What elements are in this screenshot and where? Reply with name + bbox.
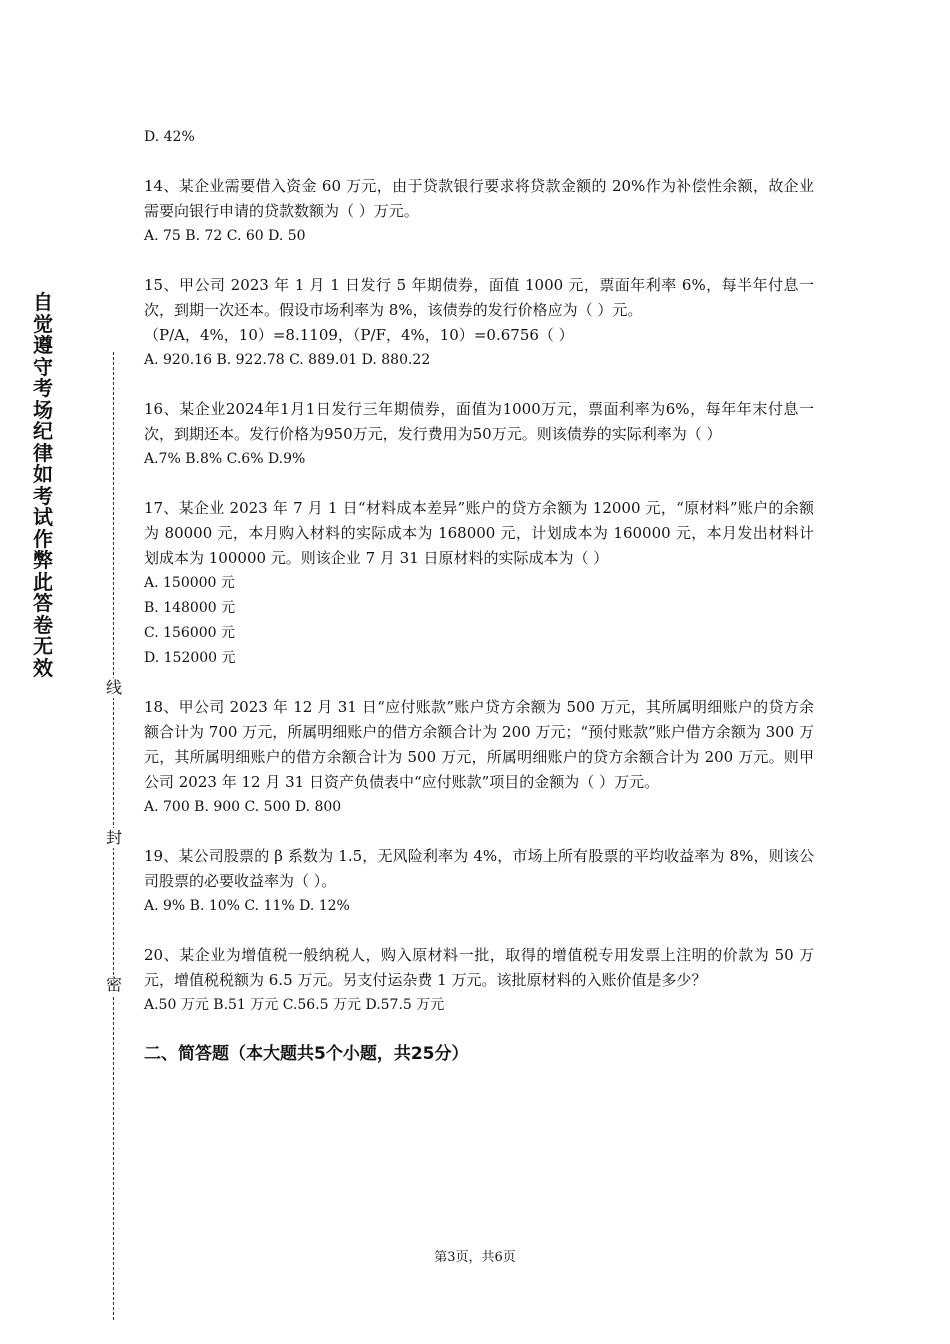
- exam-discipline-notice: 自觉遵守考场纪律如考试作弊此答卷无效: [33, 290, 53, 680]
- question-options: A. 920.16 B. 922.78 C. 889.01 D. 880.22: [144, 352, 431, 368]
- question-option-b: B. 148000 元: [144, 600, 236, 616]
- question-option-c: C. 156000 元: [144, 625, 236, 641]
- question-15: [144, 273, 814, 373]
- question-stem: 14、某企业需要借入资金 60 万元，由于贷款银行要求将贷款金额的 20%作为补偿性余额，故企业需要向银行申请的贷款数额为（ ）万元。: [144, 177, 814, 220]
- question-13-tail: [144, 125, 814, 150]
- question-18: [144, 695, 814, 820]
- question-stem: 19、某公司股票的 β 系数为 1.5，无风险利率为 4%，市场上所有股票的平均收益率为 8%，则该公司股票的必要收益率为（ ）。: [144, 847, 814, 890]
- section-title: 二、简答题（本大题共5个小题，共25分）: [144, 1044, 469, 1064]
- question-stem: 17、某企业 2023 年 7 月 1 日“材料成本差异”账户的贷方余额为 12000 元，“原材料”账户的余额为 80000 元，本月购入材料的实际成本为 168000 元，计划成本为 160000 元，本月发出材料计划成本为 100000 元。则该企业 7 月 31 日原材料的实际成本为（ ）: [144, 499, 814, 567]
- question-options: A.7% B.8% C.6% D.9%: [144, 451, 306, 467]
- question-option-d: D. 152000 元: [144, 650, 236, 666]
- question-options: A. 9% B. 10% C. 11% D. 12%: [144, 898, 350, 914]
- question-options: D. 42%: [144, 129, 195, 145]
- question-option-a: A. 150000 元: [144, 575, 235, 591]
- question-stem: 16、某企业2024年1月1日发行三年期债券，面值为1000万元，票面利率为6%，每年年末付息一次，到期还本。发行价格为950万元，发行费用为50万元。则该债券的实际利率为（ ）: [144, 400, 814, 443]
- question-list: [144, 125, 814, 1067]
- question-stem: 20、某企业为增值税一般纳税人，购入原材料一批，取得的增值税专用发票上注明的价款为 50 万元，增值税税额为 6.5 万元。另支付运杂费 1 万元。该批原材料的入账价值是多少？: [144, 946, 814, 989]
- seal-label-seal: 封: [105, 828, 122, 847]
- question-20: [144, 943, 814, 1018]
- question-formula: （P/A，4%，10）=8.1109，（P/F，4%，10）=0.6756（ ）: [144, 326, 574, 344]
- question-options: A. 75 B. 72 C. 60 D. 50: [144, 228, 306, 244]
- seal-label-secret: 密: [105, 975, 122, 994]
- question-options: A.50 万元 B.51 万元 C.56.5 万元 D.57.5 万元: [144, 997, 445, 1013]
- question-19: [144, 844, 814, 919]
- page-number: 第3页，共6页: [434, 1250, 516, 1265]
- question-17: [144, 496, 814, 671]
- question-stem: 15、甲公司 2023 年 1 月 1 日发行 5 年期债券，面值 1000 元，票面年利率 6%，每半年付息一次，到期一次还本。假设市场利率为 8%，该债券的发行价格应为（ ）元。: [144, 276, 814, 319]
- question-options: A. 700 B. 900 C. 500 D. 800: [144, 799, 342, 815]
- question-16: [144, 397, 814, 472]
- question-14: [144, 174, 814, 249]
- seal-label-line: 线: [105, 678, 122, 697]
- question-stem: 18、甲公司 2023 年 12 月 31 日“应付账款”账户贷方余额为 500 万元，其所属明细账户的贷方余额合计为 700 万元，所属明细账户的借方余额合计为 200 万元；“预付账款”账户借方余额为 300 万元，其所属明细账户的借方余额合计为 500 万元，所属明细账户的贷方余额合计为 200 万元。则甲公司 2023 年 12 月 31 日资产负债表中“应付账款”项目的金额为（ ）万元。: [144, 698, 814, 791]
